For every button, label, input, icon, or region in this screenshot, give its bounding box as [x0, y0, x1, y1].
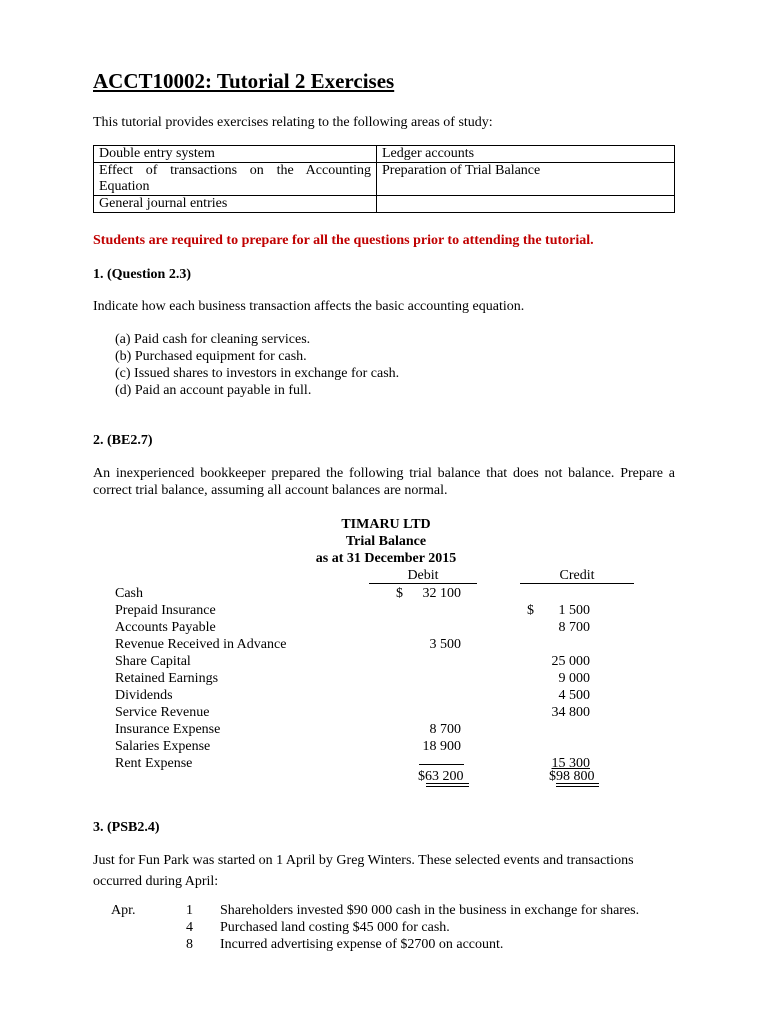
- account-name: Rent Expense: [115, 756, 193, 771]
- credit-amount: 1 500: [558, 603, 590, 618]
- list-item: (a) Paid cash for cleaning services.: [115, 332, 311, 347]
- credit-amount: 8 700: [558, 620, 590, 635]
- debit-amount: 8 700: [429, 722, 461, 737]
- credit-column-header: Credit: [520, 567, 634, 584]
- credit-double-rule: [556, 786, 599, 787]
- table-row: [93, 687, 683, 704]
- question-1-items: [115, 331, 399, 399]
- account-name: Service Revenue: [115, 705, 210, 720]
- account-name: Cash: [115, 586, 143, 601]
- event-month: Apr.: [111, 903, 136, 918]
- company-name: TIMARU LTD: [341, 517, 431, 532]
- question-1-text: Indicate how each business transaction affects the basic accounting equation.: [93, 299, 525, 314]
- credit-amount: 34 800: [551, 705, 590, 720]
- list-item: [93, 919, 693, 936]
- table-row: [93, 602, 683, 619]
- debit-amount: 32 100: [422, 586, 461, 601]
- account-name: Insurance Expense: [115, 722, 221, 737]
- page-title: ACCT10002: Tutorial 2 Exercises: [93, 69, 395, 93]
- dollar-sign: $: [527, 603, 534, 618]
- event-day: 4: [186, 920, 193, 935]
- list-item: (d) Paid an account payable in full.: [115, 383, 312, 398]
- trial-balance-heading: [213, 516, 559, 567]
- list-item: [93, 902, 693, 919]
- list-item: [93, 936, 693, 953]
- study-areas-table: [93, 145, 675, 213]
- april-events: [93, 902, 693, 953]
- table-row: [93, 755, 683, 772]
- table-row: [93, 704, 683, 721]
- debit-total-rule: [419, 764, 464, 765]
- question-3-heading: 3. (PSB2.4): [93, 820, 160, 835]
- debit-amount: 18 900: [422, 739, 461, 754]
- event-text: Purchased land costing $45 000 for cash.: [220, 920, 450, 935]
- credit-amount: 9 000: [558, 671, 590, 686]
- question-3-text: Just for Fun Park was started on 1 April by Greg Winters. These selected events and transactions occurred during April:: [93, 853, 634, 889]
- account-name: Share Capital: [115, 654, 191, 669]
- question-2-heading: 2. (BE2.7): [93, 433, 153, 448]
- event-text: Incurred advertising expense of $2700 on account.: [220, 937, 504, 952]
- question-2-text: An inexperienced bookkeeper prepared the following trial balance that does not balance. Prepare a correct trial balance, assuming all account balances are normal.: [93, 466, 675, 498]
- table-cell: Double entry system: [94, 146, 377, 163]
- intro-text: This tutorial provides exercises relating to the following areas of study:: [93, 115, 493, 130]
- table-row: [93, 619, 683, 636]
- table-cell: Ledger accounts: [377, 146, 675, 163]
- debit-double-rule: [426, 786, 469, 787]
- debit-total: $63 200: [418, 769, 464, 784]
- table-row: [94, 146, 675, 163]
- table-cell: Preparation of Trial Balance: [377, 163, 675, 196]
- debit-double-rule: [426, 783, 469, 784]
- credit-double-rule: [556, 783, 599, 784]
- credit-amount: 15 300: [551, 756, 590, 771]
- table-row: [94, 163, 675, 196]
- event-day: 1: [186, 903, 193, 918]
- account-name: Prepaid Insurance: [115, 603, 216, 618]
- credit-amount: 4 500: [558, 688, 590, 703]
- table-row: [93, 636, 683, 653]
- account-name: Accounts Payable: [115, 620, 216, 635]
- credit-total: $98 800: [549, 769, 595, 784]
- table-row: [93, 721, 683, 738]
- question-1-heading: 1. (Question 2.3): [93, 267, 191, 282]
- debit-column-header: Debit: [369, 567, 477, 584]
- account-name: Revenue Received in Advance: [115, 637, 287, 652]
- account-name: Dividends: [115, 688, 173, 703]
- list-item: (b) Purchased equipment for cash.: [115, 349, 307, 364]
- statement-name: Trial Balance: [345, 534, 427, 549]
- debit-amount: 3 500: [429, 637, 461, 652]
- event-day: 8: [186, 937, 193, 952]
- account-name: Salaries Expense: [115, 739, 211, 754]
- credit-amount: 25 000: [551, 654, 590, 669]
- table-row: [94, 196, 675, 213]
- table-row: [93, 670, 683, 687]
- account-name: Retained Earnings: [115, 671, 219, 686]
- event-text: Shareholders invested $90 000 cash in the business in exchange for shares.: [220, 903, 640, 918]
- table-row: [93, 653, 683, 670]
- table-row: [93, 738, 683, 755]
- table-cell: Effect of transactions on the Accounting Equation: [94, 163, 377, 196]
- table-cell: General journal entries: [94, 196, 377, 213]
- table-cell: [377, 196, 675, 213]
- trial-balance-rows: [93, 585, 683, 772]
- table-row: [93, 585, 683, 602]
- preparation-warning: Students are required to prepare for all the questions prior to attending the tutorial.: [93, 233, 594, 248]
- statement-date: as at 31 December 2015: [315, 551, 457, 566]
- dollar-sign: $: [396, 586, 403, 601]
- list-item: (c) Issued shares to investors in exchange for cash.: [115, 366, 400, 381]
